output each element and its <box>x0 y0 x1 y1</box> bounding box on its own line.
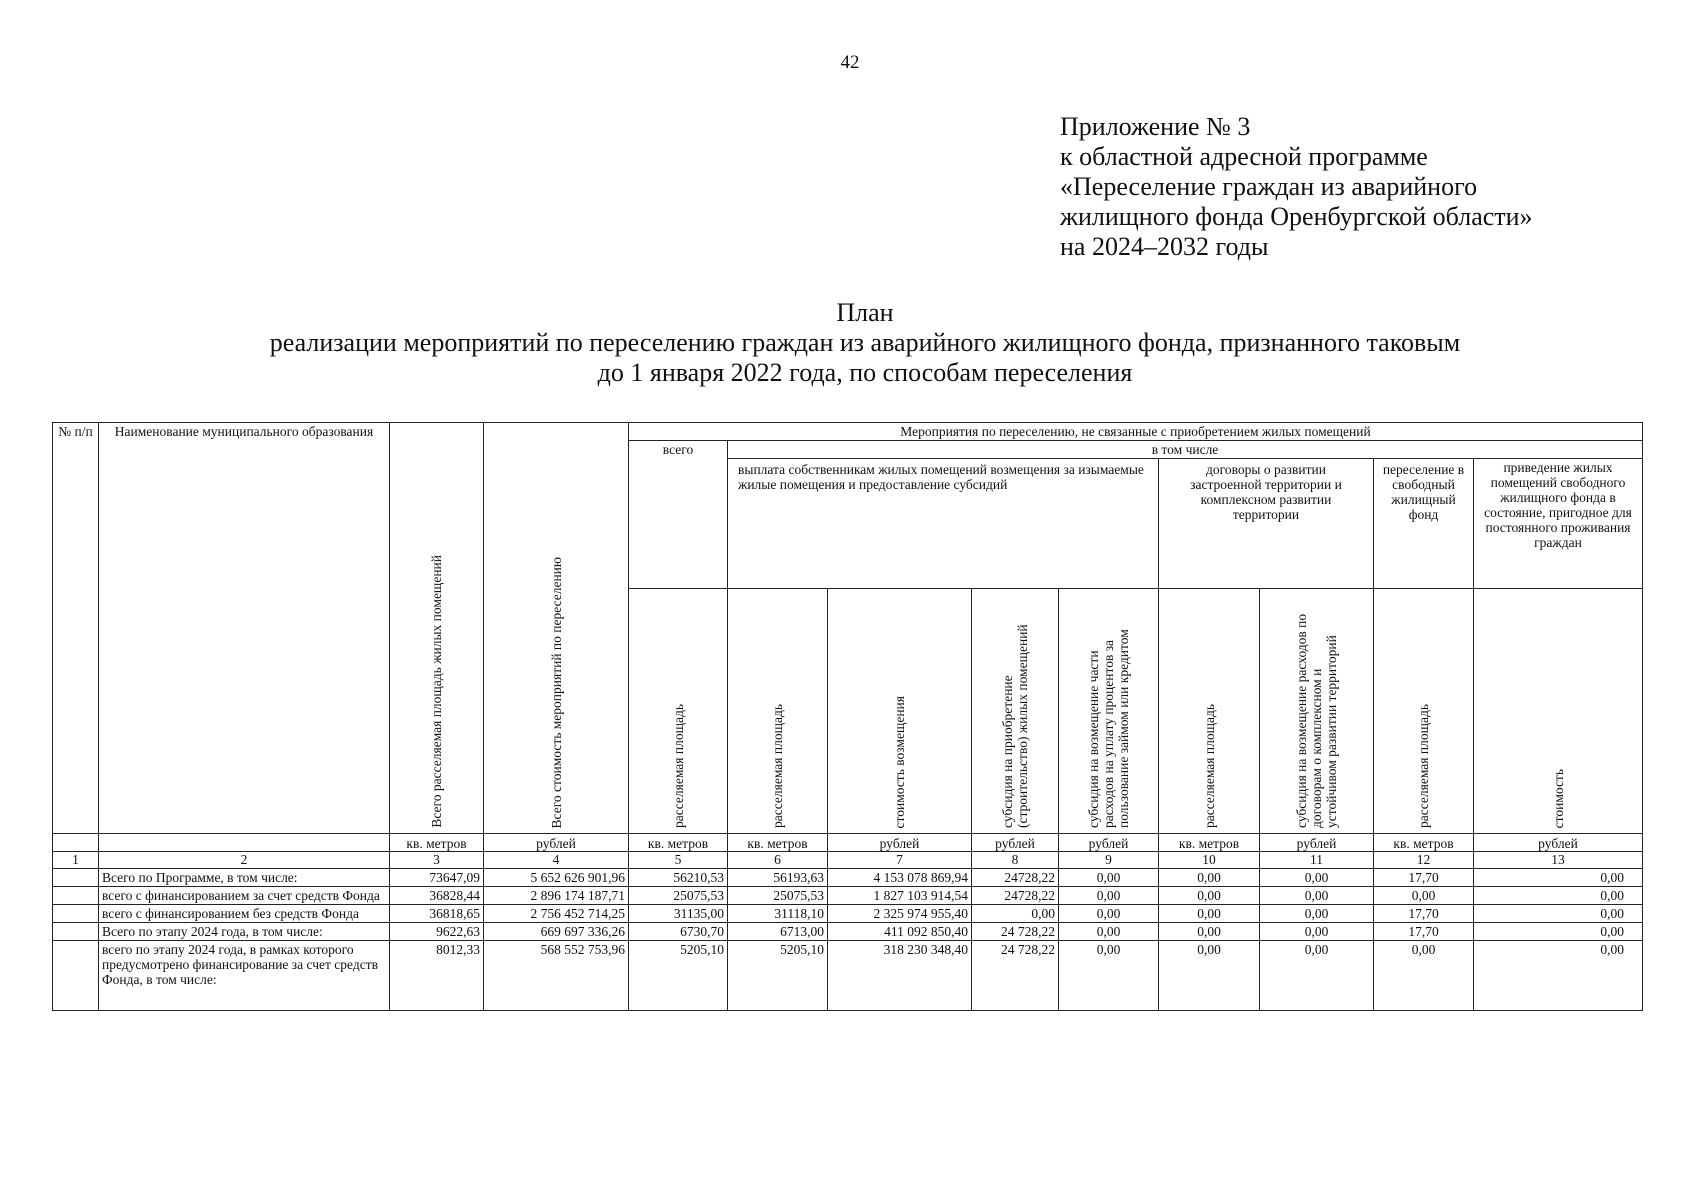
row-value: 36828,44 <box>390 887 484 905</box>
header-incl: в том числе <box>728 441 1643 459</box>
row-value: 0,00 <box>1474 869 1643 887</box>
row-value: 25075,53 <box>728 887 828 905</box>
row-value: 56210,53 <box>629 869 728 887</box>
header-resettled-area-12 <box>1374 589 1474 834</box>
row-value: 17,70 <box>1374 869 1474 887</box>
row-value: 24 728,22 <box>972 941 1059 1011</box>
header-text: расселяемая площадь <box>770 704 785 828</box>
unit-cell: рублей <box>1059 834 1159 852</box>
row-value: 0,00 <box>1260 869 1374 887</box>
row-value: 5 652 626 901,96 <box>484 869 629 887</box>
row-value: 0,00 <box>1374 887 1474 905</box>
header-resettled-area-5 <box>629 589 728 834</box>
row-value: 5205,10 <box>728 941 828 1011</box>
header-all: всего <box>629 441 728 589</box>
row-value: 0,00 <box>1159 869 1260 887</box>
unit-cell: рублей <box>1474 834 1643 852</box>
row-value: 0,00 <box>1260 923 1374 941</box>
table-row <box>53 941 1643 1011</box>
col-number: 9 <box>1059 852 1159 869</box>
header-resettled-area-6 <box>728 589 828 834</box>
row-value: 31135,00 <box>629 905 728 923</box>
row-value: 0,00 <box>1374 941 1474 1011</box>
appendix-line: Приложение № 3 <box>1060 112 1251 141</box>
header-cost-13 <box>1474 589 1643 834</box>
row-value: 669 697 336,26 <box>484 923 629 941</box>
row-value: 0,00 <box>1159 923 1260 941</box>
appendix-line: «Переселение граждан из аварийного <box>1060 172 1478 201</box>
header-text: субсидия на возмещение расходов по договорам о комплексном и устойчивом развитии территорий <box>1294 613 1339 828</box>
row-value: 6713,00 <box>728 923 828 941</box>
col-number: 1 <box>53 852 99 869</box>
header-text: субсидия на возмещение части расходов на уплату процентов за пользование займом или кредитом <box>1086 629 1131 828</box>
row-value: 17,70 <box>1374 905 1474 923</box>
col-number: 10 <box>1159 852 1260 869</box>
row-value: 2 896 174 187,71 <box>484 887 629 905</box>
header-text: стоимость <box>1550 768 1566 828</box>
unit-cell: кв. метров <box>629 834 728 852</box>
col-number: 2 <box>99 852 390 869</box>
row-value: 9622,63 <box>390 923 484 941</box>
header-group-main: Мероприятия по переселению, не связанные с приобретением жилых помещений <box>629 423 1643 441</box>
title-line-3: до 1 января 2022 года, по способам переселения <box>597 358 1133 387</box>
col-number: 6 <box>728 852 828 869</box>
appendix-note <box>1060 112 1533 262</box>
unit-cell: кв. метров <box>1159 834 1260 852</box>
row-value: 0,00 <box>1059 905 1159 923</box>
col-number: 12 <box>1374 852 1474 869</box>
unit-cell: рублей <box>484 834 629 852</box>
row-value: 8012,33 <box>390 941 484 1011</box>
row-num <box>53 905 99 923</box>
row-value: 0,00 <box>1059 941 1159 1011</box>
row-value: 2 756 452 714,25 <box>484 905 629 923</box>
title-line-2: реализации мероприятий по переселению граждан из аварийного жилищного фонда, признанного таковым <box>269 328 1461 357</box>
header-compensation-cost <box>828 589 972 834</box>
row-value: 6730,70 <box>629 923 728 941</box>
row-value: 2 325 974 955,40 <box>828 905 972 923</box>
title-line-1: План <box>836 298 894 327</box>
row-value: 0,00 <box>1474 887 1643 905</box>
appendix-line: жилищного фонда Оренбургской области» <box>1060 202 1533 231</box>
row-value: 56193,63 <box>728 869 828 887</box>
col-number: 7 <box>828 852 972 869</box>
header-text: субсидия на приобретение (строительство) жилых помещений <box>1000 624 1030 828</box>
row-value: 0,00 <box>1260 941 1374 1011</box>
header-total-cost-text: Всего стоимость мероприятий по переселению <box>548 556 564 828</box>
row-num <box>53 869 99 887</box>
row-value: 36818,65 <box>390 905 484 923</box>
row-name: Всего по этапу 2024 года, в том числе: <box>99 923 390 941</box>
row-value: 5205,10 <box>629 941 728 1011</box>
row-value: 73647,09 <box>390 869 484 887</box>
header-payout: выплата собственникам жилых помещений возмещения за изымаемые жилые помещения и предоставление субсидий <box>728 459 1159 589</box>
page-number: 42 <box>840 52 860 73</box>
row-value: 4 153 078 869,94 <box>828 869 972 887</box>
plan-title <box>0 298 1690 388</box>
row-name: всего с финансированием без средств Фонда <box>99 905 390 923</box>
unit-cell: рублей <box>972 834 1059 852</box>
col-number: 3 <box>390 852 484 869</box>
table-row <box>53 923 1643 941</box>
row-value: 0,00 <box>972 905 1059 923</box>
header-text: расселяемая площадь <box>1416 704 1431 828</box>
row-value: 0,00 <box>1474 941 1643 1011</box>
header-text: расселяемая площадь <box>670 704 686 828</box>
row-name: Всего по Программе, в том числе: <box>99 869 390 887</box>
row-num <box>53 923 99 941</box>
header-total-area-text: Всего расселяемая площадь жилых помещений <box>429 555 444 828</box>
header-subsidy-interest <box>1059 589 1159 834</box>
row-name: всего с финансированием за счет средств Фонда <box>99 887 390 905</box>
row-value: 0,00 <box>1059 923 1159 941</box>
row-value: 0,00 <box>1159 941 1260 1011</box>
header-dev-contracts: договоры о развитии застроенной территории и комплексном развитии территории <box>1159 459 1374 589</box>
header-num: № п/п <box>53 423 99 834</box>
table-row <box>53 887 1643 905</box>
header-free-fund: переселение в свободный жилищный фонд <box>1374 459 1474 589</box>
row-value: 0,00 <box>1159 887 1260 905</box>
row-value: 0,00 <box>1474 905 1643 923</box>
row-value: 24728,22 <box>972 869 1059 887</box>
row-value: 568 552 753,96 <box>484 941 629 1011</box>
unit-empty <box>53 834 99 852</box>
plan-table <box>52 422 1643 1011</box>
unit-empty <box>99 834 390 852</box>
header-total-area <box>390 423 484 834</box>
row-num <box>53 887 99 905</box>
row-value: 0,00 <box>1059 869 1159 887</box>
header-total-cost <box>484 423 629 834</box>
row-value: 24728,22 <box>972 887 1059 905</box>
row-value: 0,00 <box>1474 923 1643 941</box>
unit-cell: рублей <box>1260 834 1374 852</box>
header-resettled-area-10 <box>1159 589 1260 834</box>
unit-cell: кв. метров <box>728 834 828 852</box>
row-value: 318 230 348,40 <box>828 941 972 1011</box>
header-subsidy-purchase <box>972 589 1059 834</box>
unit-cell: рублей <box>828 834 972 852</box>
row-value: 25075,53 <box>629 887 728 905</box>
col-number: 8 <box>972 852 1059 869</box>
header-name: Наименование муниципального образования <box>99 423 390 834</box>
col-number: 13 <box>1474 852 1643 869</box>
appendix-line: на 2024–2032 годы <box>1060 232 1269 261</box>
table-row <box>53 905 1643 923</box>
unit-cell: кв. метров <box>390 834 484 852</box>
header-text: стоимость возмещения <box>892 695 907 828</box>
row-value: 0,00 <box>1059 887 1159 905</box>
row-value: 0,00 <box>1260 905 1374 923</box>
row-value: 411 092 850,40 <box>828 923 972 941</box>
header-text: расселяемая площадь <box>1201 704 1217 828</box>
col-number: 5 <box>629 852 728 869</box>
header-subsidy-contracts <box>1260 589 1374 834</box>
row-value: 0,00 <box>1260 887 1374 905</box>
row-value: 31118,10 <box>728 905 828 923</box>
row-value: 1 827 103 914,54 <box>828 887 972 905</box>
row-num <box>53 941 99 1011</box>
row-value: 0,00 <box>1159 905 1260 923</box>
row-value: 24 728,22 <box>972 923 1059 941</box>
col-number: 11 <box>1260 852 1374 869</box>
row-value: 17,70 <box>1374 923 1474 941</box>
appendix-line: к областной адресной программе <box>1060 142 1428 171</box>
table-row <box>53 869 1643 887</box>
row-name: всего по этапу 2024 года, в рамках которого предусмотрено финансирование за счет средств Фонда, в том числе: <box>99 941 390 1011</box>
header-restore: приведение жилых помещений свободного жилищного фонда в состояние, пригодное для постоянного проживания граждан <box>1474 459 1643 589</box>
unit-cell: кв. метров <box>1374 834 1474 852</box>
col-number: 4 <box>484 852 629 869</box>
